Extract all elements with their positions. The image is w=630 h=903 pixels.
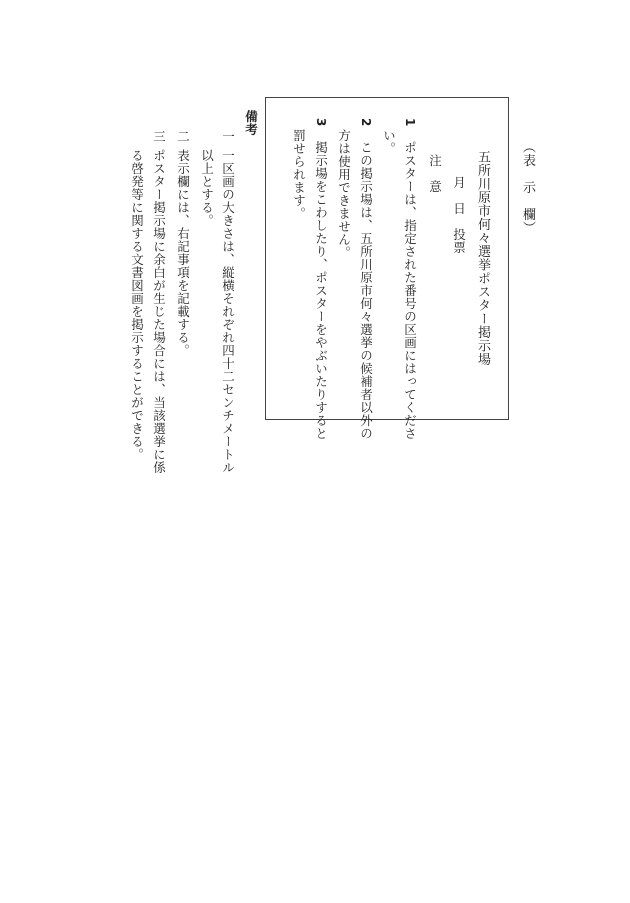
- notice-item-line: 罰せられます。: [291, 129, 307, 220]
- remark-line: ポスター掲示場に余白が生じた場合には、当該選挙に係: [151, 149, 167, 474]
- board-title: 五所川原市何々選挙ポスター掲示場: [475, 150, 490, 366]
- notice-item-line: 掲示場をこわしたり、ポスターをやぶいたりすると: [313, 141, 329, 440]
- remark-line: 表示欄には、右記事項を記載する。: [175, 149, 191, 357]
- notice-item-line: ポスターは、指定された番号の区画にはってくださ: [402, 141, 418, 440]
- remark-number: 一: [220, 130, 236, 143]
- remark-line: 一区画の大きさは、縦横それぞれ四十二センチメートル: [220, 149, 236, 474]
- notice-item-number: 1: [403, 118, 417, 127]
- notice-item-line: この掲示場は、五所川原市何々選挙の候補者以外の: [358, 141, 374, 440]
- voting-date: 月 日 投票: [451, 176, 467, 254]
- notice-item-line: 方は使用できません。: [336, 129, 352, 259]
- remark-number: 三: [151, 130, 167, 143]
- notice-item-number: 2: [359, 118, 373, 127]
- remark-number: 二: [175, 130, 191, 143]
- notice-item-number: 3: [314, 118, 328, 127]
- remark-line: 以上とする。: [199, 149, 215, 227]
- notice-item-line: い。: [381, 129, 397, 155]
- remark-line: る啓発等に関する文書図画を掲示することができる。: [129, 149, 145, 461]
- display-column-label: （表 示 欄）: [520, 140, 535, 235]
- remarks-heading: 備考: [243, 110, 259, 136]
- notice-heading: 注 意: [427, 154, 443, 193]
